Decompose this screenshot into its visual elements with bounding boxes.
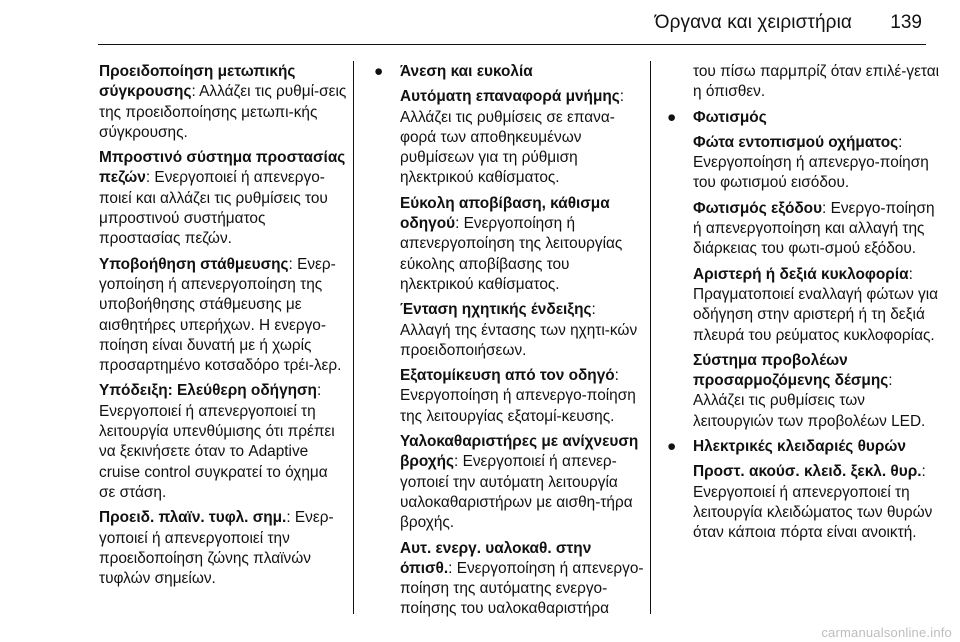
bullet-items — [671, 462, 943, 543]
setting-entry — [99, 255, 347, 377]
setting-desc: : Ενεργοποίηση ή απενεργο-ποίηση της λειτουργίας εξατομί-κευσης. — [400, 367, 636, 425]
column-1 — [99, 62, 347, 594]
setting-desc: : Ενεργοποιεί ή απενεργοποιεί τη λειτουργία υπενθύμισης ότι πρέπει να ξεκινήσετε όταν το Adaptive cruise control συγκρατεί το όχημα σε στάση. — [99, 382, 335, 501]
setting-term: Προειδοποίηση μετωπικής σύγκρουσης — [99, 63, 296, 101]
setting-term: Εξατομίκευση από τον οδηγό — [400, 367, 615, 385]
setting-desc: : Ενεργοποίηση ή απενεργο-ποίηση της αυτόματης ενεργο-ποίησης του υαλοκαθαριστήρα — [400, 559, 644, 618]
setting-term: Μπροστινό σύστημα προστασίας πεζών — [99, 149, 346, 187]
page-title: Όργανα και χειριστήρια — [654, 12, 852, 33]
setting-entry — [99, 62, 347, 143]
setting-entry — [400, 87, 644, 188]
page-header — [0, 0, 960, 48]
setting-desc: : Ενεργοποίηση ή απενεργοποίηση της λειτουργίας εύκολης αποβίβασης του ηλεκτρικού καθίσματος. — [400, 215, 623, 293]
setting-desc: : Ενεργοποιεί ή απενεργο-ποιεί και αλλάζει τις ρυθμίσεις του μπροστινού συστήματος προστασίας πεζών. — [99, 169, 328, 248]
bullet-items — [378, 87, 644, 619]
setting-desc: : Ενεργοποιεί ή απενερ-γοποιεί την αυτόματη λειτουργία υαλοκαθαριστήρων με αισθη-τήρα βροχής. — [400, 453, 633, 532]
setting-term: Υαλοκαθαριστήρες με ανίχνευση βροχής — [400, 433, 639, 471]
setting-entry — [400, 194, 644, 295]
setting-entry — [693, 351, 943, 432]
setting-term: Προειδ. πλαϊν. τυφλ. σημ. — [99, 509, 287, 527]
bullet-items — [671, 133, 943, 432]
column-3 — [667, 62, 943, 549]
setting-term: Προστ. ακούσ. κλειδ. ξεκλ. θυρ. — [693, 463, 922, 481]
setting-entry — [400, 366, 644, 427]
bullet-section-lighting — [667, 108, 943, 128]
setting-term: Φωτισμός εξόδου — [693, 199, 823, 217]
continuation-block — [671, 62, 943, 103]
setting-desc: : Ενερ-γοποίηση ή απενεργοποίηση της υποβοήθησης στάθμευσης με αισθητήρες υπερήχων. Η ενεργο-ποίηση είναι δυνατή με ή χωρίς προσαρτημένο κοτσαδόρο τρέι-λερ. — [99, 255, 342, 375]
header-rule — [98, 44, 926, 45]
setting-entry — [693, 199, 943, 260]
setting-desc: : Ενεργο-ποίηση ή απενεργοποίηση και αλλαγή της διάρκειας του φωτι-σμού εξόδου. — [693, 199, 935, 258]
setting-entry — [693, 462, 943, 543]
setting-entry — [99, 381, 347, 503]
setting-entry — [400, 539, 644, 620]
bullet-heading: Άνεση και ευκολία — [400, 63, 533, 80]
setting-term: Αυτόματη επαναφορά μνήμης — [400, 88, 620, 106]
bullet-heading: Ηλεκτρικές κλειδαριές θυρών — [693, 438, 906, 456]
column-divider-2 — [650, 61, 651, 614]
setting-entry — [693, 133, 943, 194]
setting-desc: : Πραγματοποιεί εναλλαγή φώτων για οδήγηση στην αριστερή ή τη δεξιά πλευρά του ρεύματος κυκλοφορίας. — [693, 265, 939, 344]
setting-entry — [693, 265, 943, 346]
bullet-section-comfort — [374, 62, 644, 82]
setting-term: Αριστερή ή δεξιά κυκλοφορία — [693, 265, 909, 283]
setting-entry — [400, 432, 644, 533]
setting-term: Φώτα εντοπισμού οχήματος — [693, 133, 899, 151]
column-divider-1 — [353, 61, 354, 614]
setting-term: Σύστημα προβολέων προσαρμοζόμενης δέσμης — [693, 351, 889, 390]
bullet-dot-icon: ● — [667, 108, 677, 126]
bullet-heading: Φωτισμός — [693, 108, 767, 126]
setting-term: Εύκολη αποβίβαση, κάθισμα οδηγού — [400, 194, 610, 233]
setting-entry — [400, 300, 644, 361]
setting-desc: : Αλλάζει τις ρυθμίσεις σε επανα-φορά των αποθηκευμένων ρυθμίσεων για τη ρύθμιση ηλεκτρικού καθίσματος. — [400, 88, 625, 187]
setting-entry — [99, 508, 347, 589]
setting-desc: : Αλλάζει τις ρυθμί-σεις της προειδοποίησης μετωπι-κής σύγκρουσης. — [99, 83, 347, 141]
setting-desc: : Αλλαγή της έντασης των ηχητι-κών προειδοποιήσεων. — [400, 301, 638, 359]
continuation-text: του πίσω παρμπρίζ όταν επιλέ-γεται η όπισθεν. — [693, 63, 940, 101]
page-number: 139 — [890, 12, 922, 33]
setting-term: Υπόδειξη: Ελεύθερη οδήγηση — [99, 382, 317, 400]
watermark: carmanualsonline.info — [821, 625, 952, 640]
setting-term: Αυτ. ενεργ. υαλοκαθ. στην όπισθ. — [400, 539, 592, 577]
bullet-dot-icon: ● — [667, 438, 677, 456]
setting-desc: : Ενεργοποιεί ή απενεργοποιεί τη λειτουργία κλειδώματος των θυρών όταν κάποια πόρτα είναι ανοικτή. — [693, 463, 933, 542]
setting-desc: : Αλλάζει τις ρυθμίσεις των λειτουργιών των προβολέων LED. — [693, 372, 926, 430]
setting-term: Υποβοήθηση στάθμευσης — [99, 255, 289, 273]
bullet-dot-icon: ● — [374, 63, 384, 80]
setting-entry — [99, 148, 347, 249]
column-2 — [374, 62, 644, 625]
setting-desc: : Ενεργοποίηση ή απενεργο-ποίηση του φωτισμού εισόδου. — [693, 133, 929, 192]
setting-term: Ένταση ηχητικής ένδειξης — [400, 301, 592, 319]
bullet-section-door-locks — [667, 437, 943, 457]
setting-desc: : Ενερ-γοποιεί ή απενεργοποιεί την προειδοποίηση ζώνης πλαϊνών τυφλών σημείων. — [99, 509, 334, 588]
